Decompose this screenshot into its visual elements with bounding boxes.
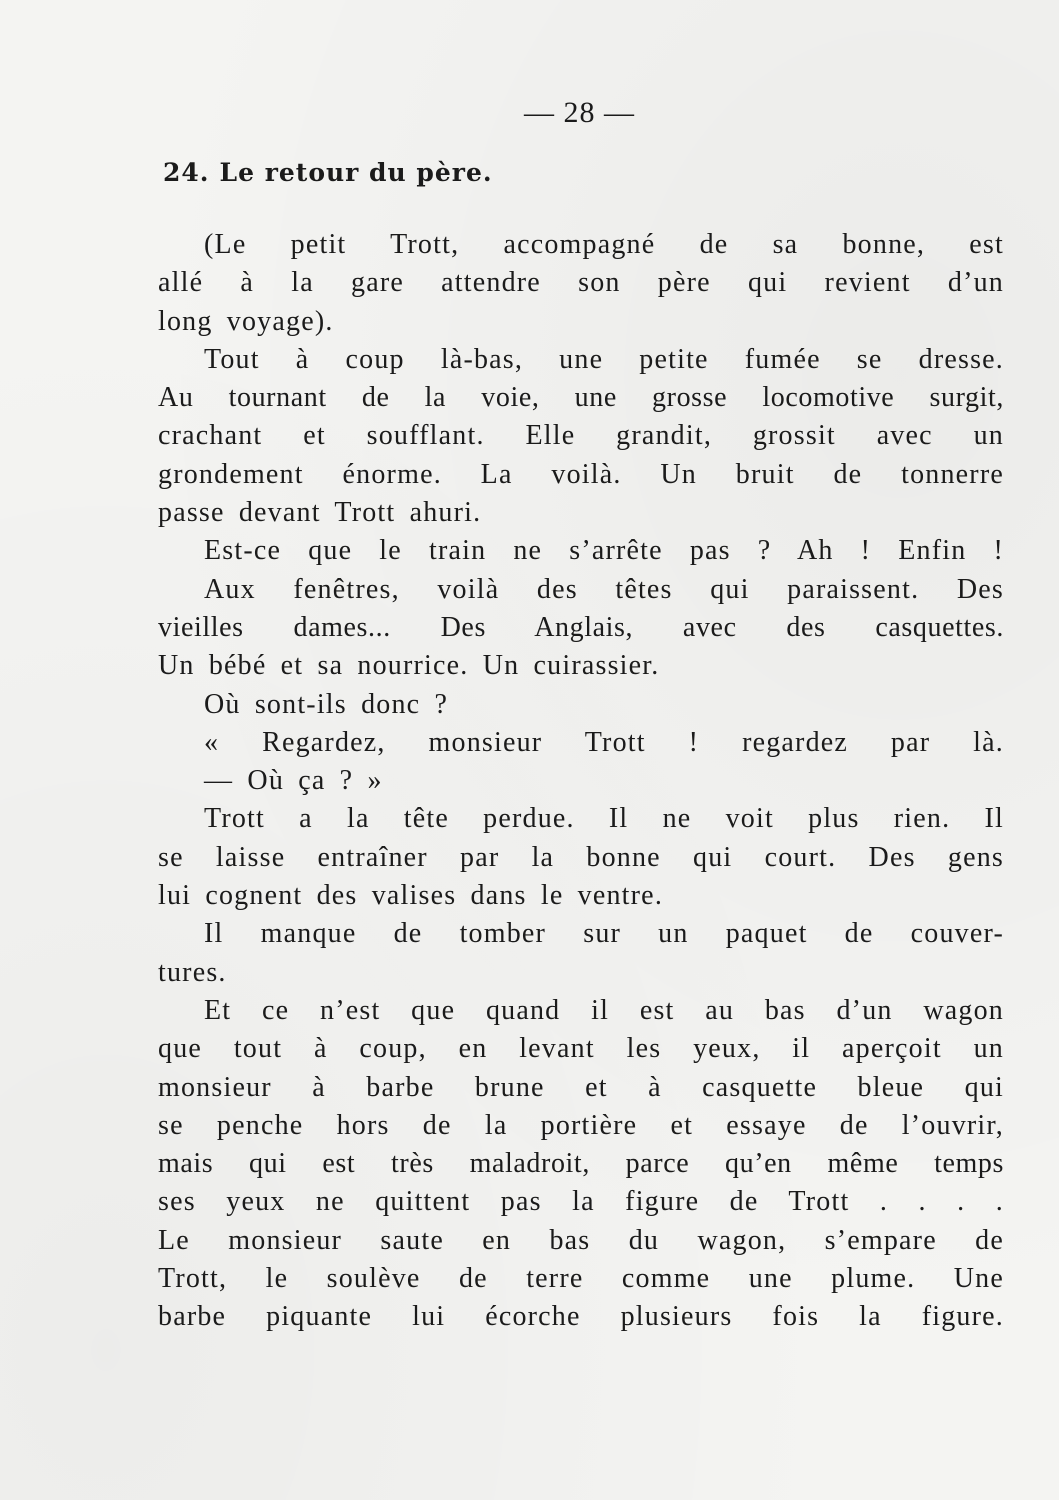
- text-line: — Où ça ? »: [204, 765, 383, 797]
- text-line: se penche hors de la portière et essaye de l’ouvrir,: [158, 1109, 1004, 1141]
- text-line: ses yeux ne quittent pas la figure de Trott . . . .: [158, 1186, 1004, 1218]
- text-line: Trott a la tête perdue. Il ne voit plus rien. Il: [204, 803, 1004, 835]
- text-line: Et ce n’est que quand il est au bas d’un wagon: [204, 994, 1004, 1026]
- section-number: 24.: [163, 158, 210, 187]
- text-line: long voyage).: [158, 305, 334, 337]
- text-line: (Le petit Trott, accompagné de sa bonne, est: [204, 229, 1004, 260]
- text-line: que tout à coup, en levant les yeux, il aperçoit un: [158, 1033, 1004, 1065]
- text-line: Le monsieur saute en bas du wagon, s’empare de: [158, 1224, 1004, 1256]
- text-line: se laisse entraîner par la bonne qui court. Des gens: [158, 841, 1004, 873]
- text-line: « Regardez, monsieur Trott ! regardez par là.: [204, 726, 1004, 758]
- text-line: Un bébé et sa nourrice. Un cuirassier.: [158, 650, 660, 682]
- text-line: Est-ce que le train ne s’arrête pas ? Ah ! Enfin !: [204, 535, 1004, 567]
- section-title: Le retour du père.: [219, 158, 493, 187]
- page-number: — 28 —: [524, 96, 635, 129]
- text-line: Tout à coup là-bas, une petite fumée se dresse.: [204, 343, 1004, 375]
- text-line: Au tournant de la voie, une grosse locomotive surgit,: [158, 382, 1004, 414]
- text-line: Aux fenêtres, voilà des têtes qui paraissent. Des: [204, 573, 1004, 605]
- body-text: [158, 226, 1004, 1337]
- text-line: crachant et soufflant. Elle grandit, grossit avec un: [158, 420, 1004, 452]
- text-line: lui cognent des valises dans le ventre.: [158, 880, 664, 912]
- text-line: monsieur à barbe brune et à casquette bleue qui: [158, 1071, 1004, 1103]
- text-line: allé à la gare attendre son père qui revient d’un: [158, 267, 1004, 299]
- text-line: Où sont-ils donc ?: [204, 688, 449, 720]
- text-line: Trott, le soulève de terre comme une plume. Une: [158, 1263, 1004, 1295]
- text-line: grondement énorme. La voilà. Un bruit de tonnerre: [158, 458, 1004, 490]
- text-line: mais qui est très maladroit, parce qu’en même temps: [158, 1148, 1004, 1180]
- text-line: vieilles dames... Des Anglais, avec des casquettes.: [158, 611, 1004, 643]
- text-line: Il manque de tomber sur un paquet de couver-: [204, 918, 1004, 950]
- text-line: passe devant Trott ahuri.: [158, 497, 482, 529]
- text-line: tures.: [158, 956, 227, 988]
- text-line: barbe piquante lui écorche plusieurs fois la figure.: [158, 1301, 1004, 1333]
- section-heading: [163, 158, 493, 187]
